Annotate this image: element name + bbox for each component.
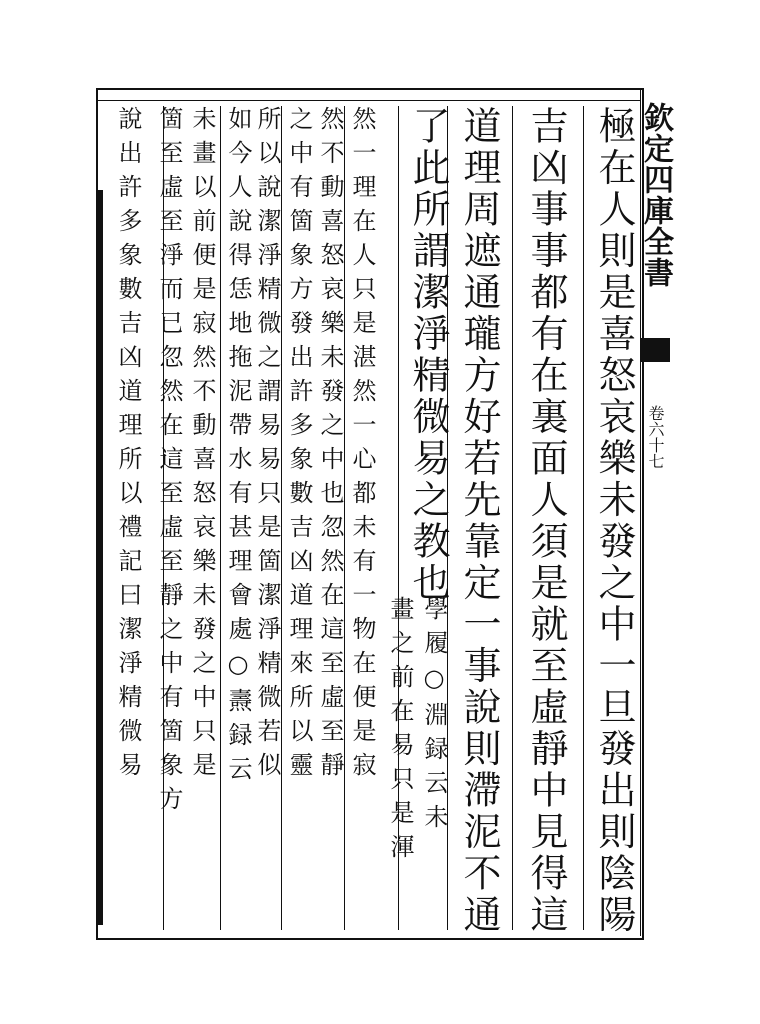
note-column-4: 之中有箇象方發出許多象數吉凶道理來所以靈 bbox=[285, 106, 313, 786]
note-column-2: 然一理在人只是湛然一心都未有一物在便是寂 bbox=[348, 106, 376, 786]
note-column-1b: 畫之前在易只是渾 bbox=[386, 596, 414, 868]
note-column-8: 箇至虛至淨而已忽然在這至虛至靜之中有箇象方 bbox=[155, 106, 183, 820]
note-column-1a: 學履○淵録云未 bbox=[420, 596, 448, 838]
book-title: 欽定四庫全書 bbox=[638, 102, 673, 288]
frame-left-bar bbox=[96, 190, 103, 925]
note-column-6: 如今人說得恁地拖泥帶水有甚理會處○燾録云 bbox=[224, 106, 252, 790]
note-column-5: 所以說潔淨精微之謂易易只是箇潔淨精微若似 bbox=[253, 106, 281, 786]
column-rule bbox=[512, 106, 513, 930]
note-column-7: 未畫以前便是寂然不動喜怒哀樂未發之中只是 bbox=[188, 106, 216, 786]
volume-label: 卷六十七 bbox=[646, 405, 665, 469]
note-column-3: 然不動喜怒哀樂未發之中也忽然在這至虛至靜 bbox=[316, 106, 344, 786]
text-column-2: 吉凶事事都有在裏面人須是就至虛靜中見得這 bbox=[524, 106, 568, 936]
note-column-9: 說出許多象數吉凶道理所以禮記曰潔淨精微易 bbox=[114, 106, 142, 786]
text-column-3: 道理周遮通瓏方好若先靠定一事說則滯泥不通 bbox=[457, 106, 501, 936]
fish-tail-mark bbox=[640, 338, 670, 362]
frame-top-rule bbox=[96, 100, 640, 101]
column-rule bbox=[583, 106, 584, 930]
text-column-4: 了此所謂潔淨精微易之教也 bbox=[406, 106, 450, 604]
text-column-1: 極在人則是喜怒哀樂未發之中一旦發出則陰陽 bbox=[592, 106, 636, 936]
